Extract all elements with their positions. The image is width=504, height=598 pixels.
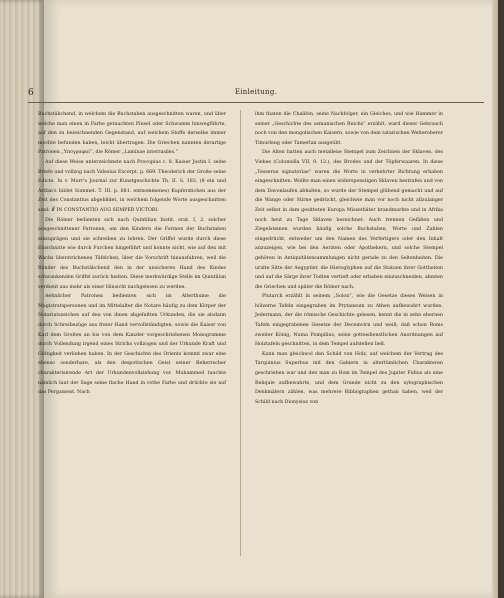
page-number: 6 (28, 88, 34, 98)
page-header (28, 88, 484, 108)
paragraph: Buchstäbchend, in welchem die Buchstaben ausgeschnitten waren, und über welche man einen in Farbe getauchten Pinsel oder Schwamm hinwegführte, auf den zu bezeichnenden Gegenstand, auf welchem Stoffe derselbe immer mochte befunden haben, leicht übertragen. Die Griechen nannten derartige Patronen „Υπογραφαί“, die Römer „Laminae interrasiles.“ (38, 112, 226, 156)
paragraph: Kann man gleichwol den Schild von Holz, auf welchem der Vertrag des Tarquinius Superbus mit den Gabiern in altertümlichen Charakteren geschrieben war und den man zu Rom im Tempel des Jupiter Fidius als eine Reliquie aufbewahrte, und dem Grunde nicht zu den xylographischen Denkmälern zählen, was mehrere Bibliographen gethan haben, weil der Schild nach Dionysius von (255, 351, 443, 405)
right-column (255, 110, 443, 407)
header-rule (28, 102, 484, 103)
running-head: Einleitung. (234, 88, 278, 96)
paragraph: ihm thaten die Chalifen, seine Nachfolger, ein Gleiches, und wie Hammer in seiner „Geschichte des osmanischen Reichs“ erzählt, ward dieser Gebrauch noch von den mongolischen Kaisern, sowie von dem tatarischen Welteroberer Timurleng oder Tamerlan ausgeübt. (255, 112, 443, 146)
paragraph: Aehnlicher Patronen bedienten sich im Alterthume die Magistratspersonen und im Mittelalter die Notare häufig zu dem Körper der Notariatszeichen auf den von ihnen abgefaßten Urkunden, die sie alsdann durch Schreibezüge aus freier Hand vervollständigten, sowie die Kaiser von Karl dem Großen an bis von dem Kanzler vorgeschriebenen Monogramme durch Vollendung irgend eines Strichs vollzogen und der Urkunde Kraft und Gültigkeit verliehen haben. In der Geschichte des Orients kommt zwar eine ebenso sonderbare, als den despotischen Geist seiner Beherrscher charakterisirende Art der Urkundenvollziehung vor. Muhammed tauchte nämlich laut der Sage seine flache Hand in rothe Farbe und drückte sie auf das Pergament. Nach (38, 294, 226, 396)
left-column (38, 110, 226, 398)
column-divider (240, 110, 241, 556)
paragraph: Plutarch erzählt in seinem „Solon“, wie die Gesetze dieses Weisen in hölzerne Tafeln eingegraben im Prytaneum zu Athen aufbewahrt wurden. Jedermann, der die römische Geschichte gelesen, kennt die in zehn ehernen Tafeln eingegrabenen Gesetze der Decemvirn und weiß, daß schon Roms zweiter König, Numa Pompilius, seine gottesdienstlichen Anordnungen auf Holztafeln geschnitten, in dem Tempel aufstellen ließ. (255, 294, 443, 348)
paragraph: Auf diese Weise unterzeichnete nach Procopius c. 8. Kaiser Justin I. seine Briefe und vollzog nach Valesius Excerpt. p. 669. Theoderich der Große seine Edicte. In v. Murr's Journal zur Kunstgeschichte Th. II. S. 183. (8 ein und Arifan's bildet Sommet. T. III. p. 681. entnommenes) Kupferstichen aus der Zeit des Constantius abgebildet, in welchem folgende Worte ausgeschnitten sind: ☧ IN CONSTANTIO AUG SEMPER VICTORI. (38, 159, 226, 213)
paragraph: Die Römer bedienten sich nach Quintilian Instit. orat. I, 2. solcher ausgeschnittener Patronen, um den Kindern die Formen der Buchstaben einzuprägen und sie schreiben zu lehren. Der Griffel wurde durch diese Einschnitte wie durch Furchen hingeführt und konnte nicht, wie auf den mit Wachs überstrichenen Täfelchen, über die Vorschrift hinausfahren, weil die Ränder des Buchstäbchend den in der unsicheren Hand des Kindes schwankenden Griffel zurück hielten. Diese merkwürdige Stelle im Quintilian verdient aus mehr als einer Hinsicht nachgelesen zu werden. (38, 217, 226, 290)
paragraph: Die Alten hatten auch metallene Stempel zum Zeichnen der Sklaven, des Viehes (Columella VII, 9. 12.), des Brodes und der Töpferwaaren. In diese „Tesserae signatoriae“ waren die Worte in verkehrter Richtung erhaben eingeschnitten. Wollte man einen widerspenstigen Sklaven bestrafen und von dem Davonlaufen abhalten, so wurde der Stempel glühend gemacht und auf die Wange oder Stirne gedrückt, gleichwie man vor noch nicht allzulanger Zeit selbst in dem gesitteten Europa Missethäter brandmarkte und in Afrika noch heut zu Tage Sklaven bezeichnet. Auch trennen Gefäßen und Ziegelsteinen wurden häufig solche Buchstaben, Worte und Zahlen eingedrückt, entweder um den Namen des Verfertigers oder den Inhalt anzuzeigen, wie bei den Aerzten oder Apothekern, und solche Stempel gehören in Antiquitätensammlungen nicht gerade zu den Seltenheiten. Die uralte Sitte der Aegyptier, die Hieroglyphen auf die Statuen ihrer Gottheiten und auf die Särge ihrer Todten vertieft oder erhaben einzuschneiden, ahmten die Griechen und später die Römer nach. (255, 150, 443, 290)
page-edge (492, 0, 498, 598)
